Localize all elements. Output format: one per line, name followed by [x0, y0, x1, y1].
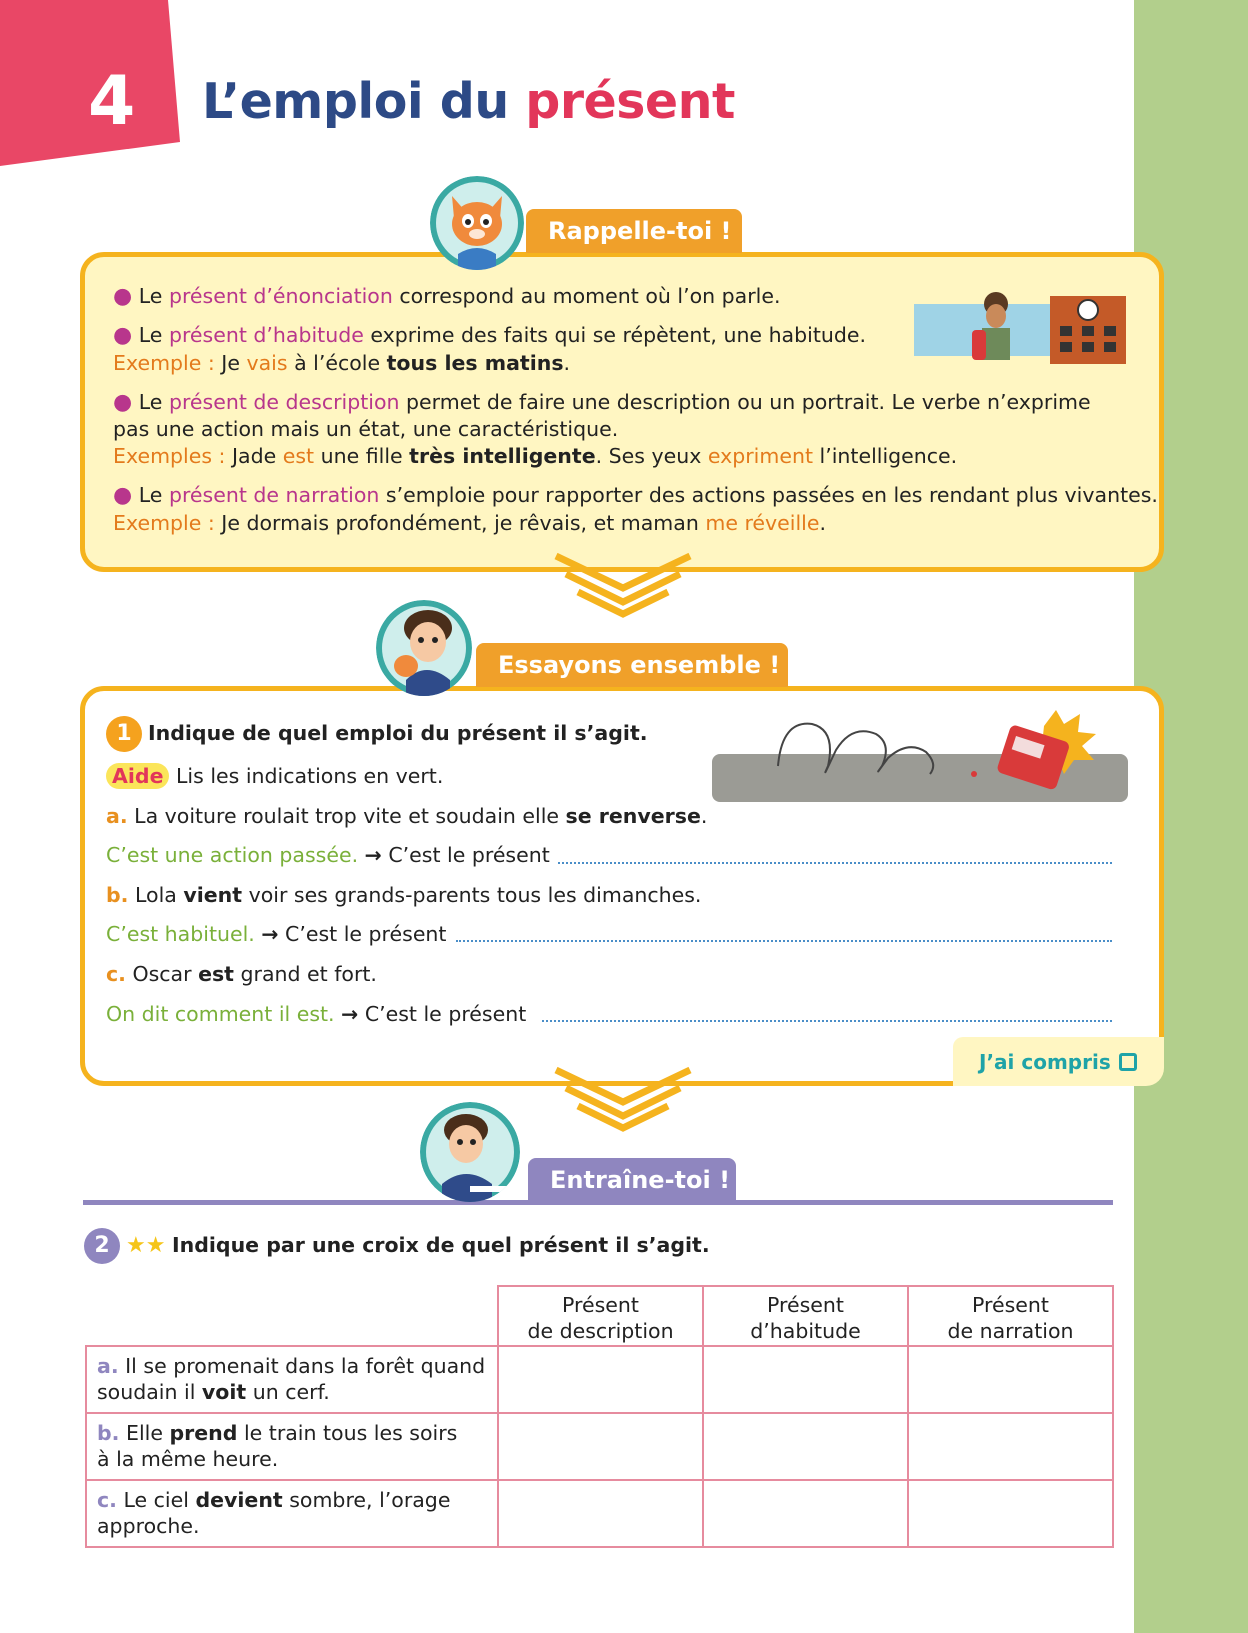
item-a-answer-line: C’est une action passée. → C’est le présent [106, 843, 550, 867]
bullet-icon: ● [113, 323, 133, 348]
boy-with-cat-icon [376, 600, 472, 696]
rappel-item-4: ● Le présent de narration s’emploie pour rapporter des actions passées en les rendant plus vivantes. [113, 483, 1158, 508]
bullet-icon: ● [113, 483, 133, 508]
chapter-number: 4 [88, 62, 136, 141]
item-a-sentence: a. La voiture roulait trop vite et soudain elle se renverse. [106, 804, 708, 828]
boy-writing-icon [420, 1102, 520, 1202]
column-header: Présent de narration [908, 1286, 1113, 1346]
item-b-answer-line: C’est habituel. → C’est le présent [106, 922, 447, 946]
rappel-item-2: ● Le présent d’habitude exprime des faits qui se répètent, une habitude. [113, 323, 866, 348]
answer-cell[interactable] [703, 1346, 908, 1413]
answer-cell[interactable] [703, 1413, 908, 1480]
answer-cell[interactable] [498, 1480, 703, 1547]
rappel-tab: Rappelle-toi ! [526, 209, 742, 253]
rappel-item-1: ● Le présent d’énonciation correspond au moment où l’on parle. [113, 284, 781, 309]
exercise-2-instruction: 2 ★★ Indique par une croix de quel présent il s’agit. [84, 1228, 710, 1264]
chevron-down-icon [548, 552, 698, 618]
item-c-sentence: c. Oscar est grand et fort. [106, 962, 377, 986]
rappel-example-3: Exemple : Je dormais profondément, je rêvais, et maman me réveille. [113, 511, 827, 535]
chevron-down-icon [548, 1066, 698, 1132]
answer-field-b[interactable] [456, 940, 1112, 942]
understood-checkbox[interactable]: J’ai compris [953, 1037, 1164, 1086]
rappel-item-3: ● Le présent de description permet de faire une description ou un portrait. Le verbe n’exprime [113, 390, 1091, 415]
bullet-icon: ● [113, 284, 133, 309]
essayons-tab: Essayons ensemble ! [476, 643, 788, 687]
entraine-tab: Entraîne-toi ! [528, 1158, 736, 1202]
title-part1: L’emploi du [202, 73, 526, 130]
answer-cell[interactable] [498, 1413, 703, 1480]
title-part2: présent [525, 73, 735, 130]
rappel-example-2: Exemples : Jade est une fille très intelligente. Ses yeux expriment l’intelligence. [113, 444, 958, 468]
page-title [202, 75, 735, 129]
aide-badge: Aide [106, 763, 169, 789]
aide-line: Aide Lis les indications en vert. [106, 763, 443, 789]
row-label: b. Elle prend le train tous les soirs à la même heure. [86, 1413, 498, 1480]
answer-table [85, 1285, 1114, 1548]
table-row [86, 1413, 1113, 1480]
rappel-example-1: Exemple : Je vais à l’école tous les matins. [113, 351, 571, 375]
table-row [86, 1480, 1113, 1547]
answer-cell[interactable] [908, 1413, 1113, 1480]
rappel-item-3-cont: pas une action mais un état, une caractéristique. [113, 417, 619, 441]
exercise-number-badge: 1 [106, 716, 142, 752]
exercise-number-badge: 2 [84, 1228, 120, 1264]
school-illustration-icon [910, 286, 1130, 376]
checkbox-icon[interactable] [1119, 1053, 1137, 1071]
difficulty-stars-icon: ★★ [126, 1233, 166, 1258]
cat-mascot-icon [430, 176, 524, 270]
answer-cell[interactable] [908, 1346, 1113, 1413]
item-c-answer-line: On dit comment il est. → C’est le présent [106, 1002, 527, 1026]
row-label: a. Il se promenait dans la forêt quand soudain il voit un cerf. [86, 1346, 498, 1413]
item-b-sentence: b. Lola vient voir ses grands-parents tous les dimanches. [106, 883, 702, 907]
exercise-1-instruction: 1 Indique de quel emploi du présent il s’agit. [106, 716, 648, 752]
answer-cell[interactable] [703, 1480, 908, 1547]
bullet-icon: ● [113, 390, 133, 415]
column-header: Présent d’habitude [703, 1286, 908, 1346]
car-crash-illustration-icon [712, 710, 1128, 804]
answer-cell[interactable] [498, 1346, 703, 1413]
answer-field-c[interactable] [542, 1020, 1112, 1022]
column-header: Présent de description [498, 1286, 703, 1346]
answer-field-a[interactable] [558, 862, 1112, 864]
answer-cell[interactable] [908, 1480, 1113, 1547]
table-row [86, 1346, 1113, 1413]
row-label: c. Le ciel devient sombre, l’orage approche. [86, 1480, 498, 1547]
